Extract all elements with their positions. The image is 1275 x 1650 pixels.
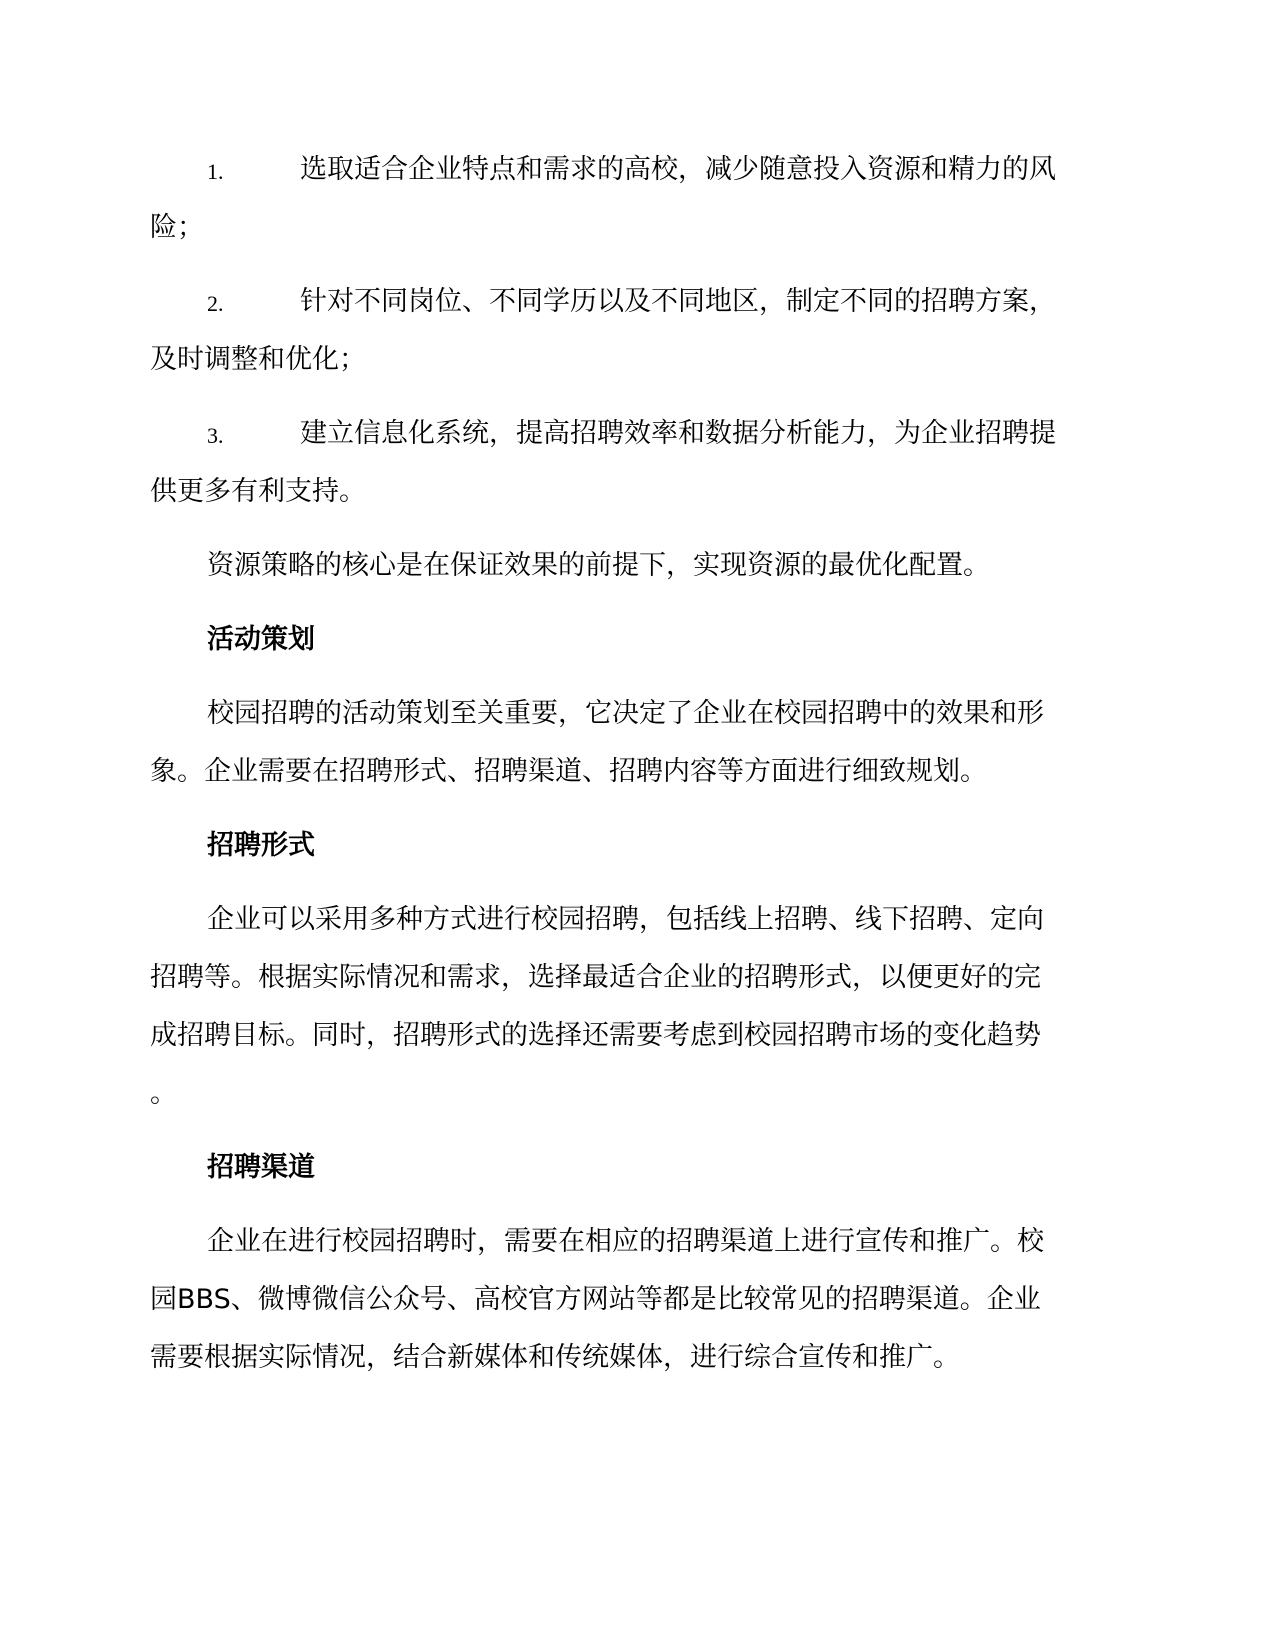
- list-item-text-continued: 及时调整和优化；: [150, 344, 366, 375]
- list-item-text: 针对不同岗位、不同学历以及不同地区，制定不同的招聘方案，: [300, 286, 1056, 317]
- paragraph-line: 园BBS、微博微信公众号、高校官方网站等都是比较常见的招聘渠道。企业: [150, 1284, 1041, 1315]
- list-item-number: 3.: [207, 423, 224, 448]
- summary-paragraph: 资源策略的核心是在保证效果的前提下，实现资源的最优化配置。: [207, 550, 990, 581]
- paragraph-line: 企业可以采用多种方式进行校园招聘，包括线上招聘、线下招聘、定向: [207, 904, 1044, 935]
- list-item-text-continued: 险；: [150, 212, 204, 243]
- paragraph-line: 企业在进行校园招聘时，需要在相应的招聘渠道上进行宣传和推广。校: [207, 1226, 1044, 1257]
- paragraph-line: 需要根据实际情况，结合新媒体和传统媒体，进行综合宣传和推广。: [150, 1342, 960, 1373]
- paragraph-line: 校园招聘的活动策划至关重要，它决定了企业在校园招聘中的效果和形: [207, 698, 1044, 729]
- paragraph-line: 象。企业需要在招聘形式、招聘渠道、招聘内容等方面进行细致规划。: [150, 756, 987, 787]
- list-item-text: 选取适合企业特点和需求的高校，减少随意投入资源和精力的风: [300, 154, 1056, 185]
- paragraph-line: 招聘等。根据实际情况和需求，选择最适合企业的招聘形式，以便更好的完: [150, 962, 1041, 993]
- list-item-text: 建立信息化系统，提高招聘效率和数据分析能力，为企业招聘提: [300, 418, 1056, 449]
- list-item-text-continued: 供更多有利支持。: [150, 476, 366, 507]
- list-item-number: 1.: [207, 159, 224, 184]
- paragraph-line: 。: [150, 1078, 177, 1109]
- section-heading: 招聘形式: [207, 830, 315, 861]
- section-heading: 活动策划: [207, 624, 315, 655]
- paragraph-line: 成招聘目标。同时，招聘形式的选择还需要考虑到校园招聘市场的变化趋势: [150, 1020, 1041, 1051]
- section-heading: 招聘渠道: [207, 1152, 315, 1183]
- list-item-number: 2.: [207, 291, 224, 316]
